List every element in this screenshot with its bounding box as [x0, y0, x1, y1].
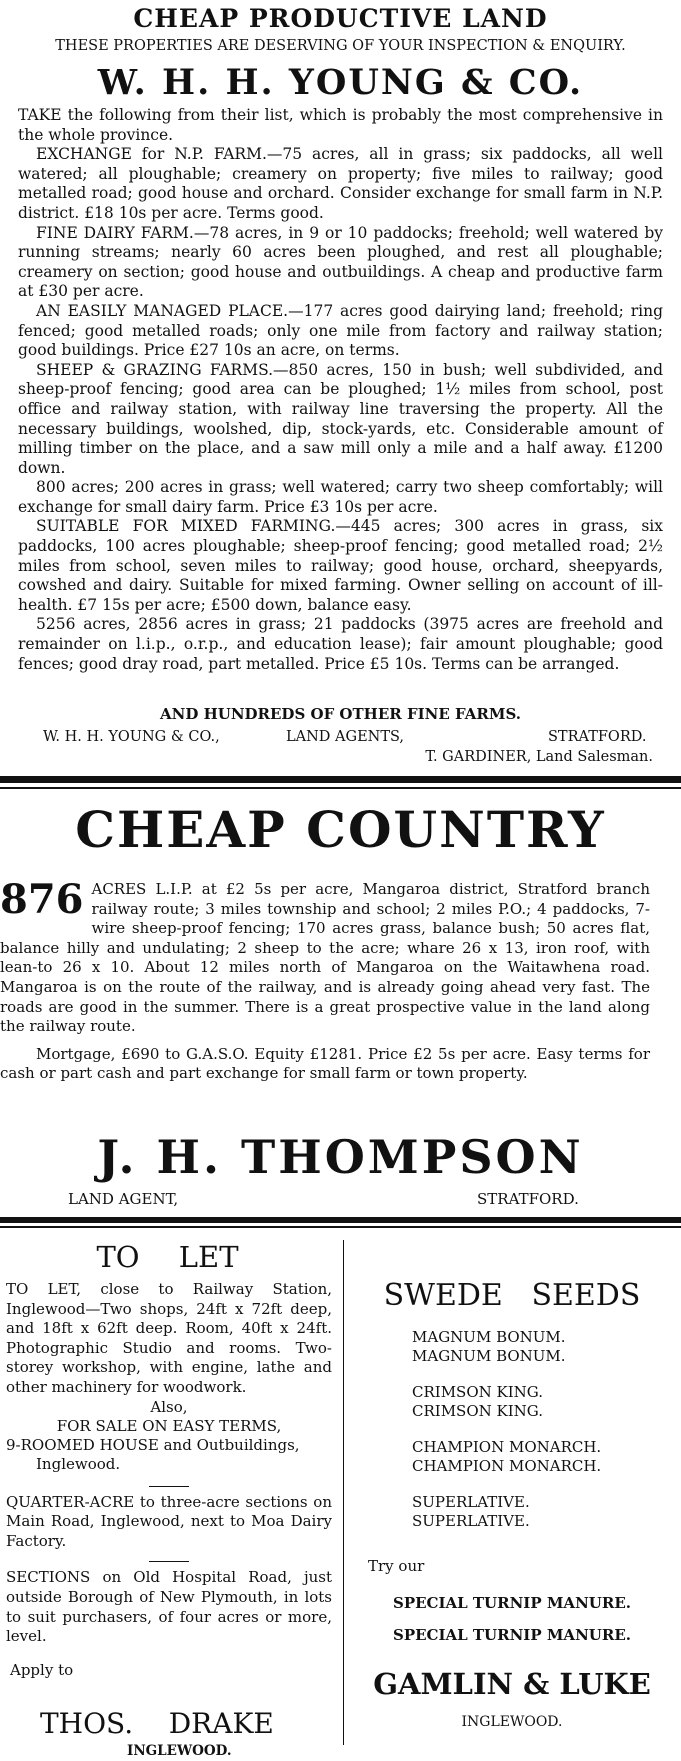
ad1-listing: AN EASILY MANAGED PLACE.—177 acres good dairying land; freehold; ring fenced; good metalled roads; only one mile from factory and railway station; good buildings. Price £27 10s an acre, on terms.	[18, 301, 663, 360]
ad1-listing: FINE DAIRY FARM.—78 acres, in 9 or 10 paddocks; freehold; well watered by running streams; nearly 60 acres been ploughed, and rest all ploughable; creamery on section; good house and outbuildings. A cheap and productive farm at £30 per acre.	[18, 223, 663, 301]
ad2-body1: ACRES L.I.P. at £2 5s per acre, Mangaroa district, Stratford branch railway route; 3 miles township and school; 2 miles P.O.; 4 paddocks, 7-wire sheep-proof fencing; 170 acres grass, balance bush; 50 acres flat, balance hilly and undulating; 2 sheep to the acre; whare 26 x 13, iron roof, with lean-to 26 x 10. About 12 miles north of Mangaroa on the Waitawhena road. Mangaroa is on the route of the railway, and is already going ahead very fast. The roads are good in the summer. There is a great prospective value in the land along the railway route.	[0, 880, 650, 1036]
seed-item: CRIMSON KING.	[412, 1383, 543, 1401]
ad1-salesman: T. GARDINER, Land Salesman.	[425, 749, 653, 765]
short-rule	[149, 1486, 189, 1487]
ad3-sale-line2: 9-ROOMED HOUSE and Outbuildings,	[6, 1435, 300, 1454]
ad3-also: Also,	[150, 1397, 188, 1416]
ad3-sale-line1: FOR SALE ON EASY TERMS,	[56, 1416, 282, 1435]
ad4-manure2: SPECIAL TURNIP MANURE.	[392, 1626, 631, 1644]
ad3-p2: QUARTER-ACRE to three-acre sections on Main Road, Inglewood, next to Moa Dairy Factory.	[6, 1492, 332, 1550]
ad1-footer-left: W. H. H. YOUNG & CO.,	[43, 729, 220, 745]
ad3-name: THOS. DRAKE	[40, 1707, 274, 1740]
seed-item: MAGNUM BONUM.	[412, 1328, 566, 1346]
ad2-body-text	[0, 876, 650, 1037]
seed-item: SUPERLATIVE.	[412, 1493, 530, 1511]
ad1-listing: SUITABLE FOR MIXED FARMING.—445 acres; 300 acres in grass, six paddocks, 100 acres ploughable; sheep-proof fencing; good metalled road; 2½ miles from school, seven miles to railway; good house, orchard, sheepyards, cowshed and dairy. Suitable for mixed farming. Owner selling on account of ill-health. £7 15s per acre; £500 down, balance easy.	[18, 517, 663, 614]
seed-item: CHAMPION MONARCH.	[412, 1457, 602, 1475]
ad4-manure1: SPECIAL TURNIP MANURE.	[392, 1594, 631, 1612]
ad3-town: INGLEWOOD.	[127, 1743, 232, 1759]
divider	[0, 1226, 681, 1228]
seed-item: CHAMPION MONARCH.	[412, 1438, 602, 1456]
ad2-agent-town: STRATFORD.	[477, 1190, 579, 1208]
ad1-listing: 5256 acres, 2856 acres in grass; 21 paddocks (3975 acres are freehold and remainder on l.i.p., o.r.p., and education lease); fair amount ploughable; good fences; good dray road, part metalled. Price £5 10s. Terms can be arranged.	[18, 615, 663, 673]
seed-item: MAGNUM BONUM.	[412, 1347, 566, 1365]
ad1-intro: TAKE the following from their list, which is probably the most comprehensive in the whole province.	[18, 106, 663, 144]
ad1-closing: AND HUNDREDS OF OTHER FINE FARMS.	[159, 705, 521, 723]
ad2-agent: J. H. THOMPSON	[97, 1130, 584, 1184]
divider	[0, 776, 681, 783]
ad1-listing: 800 acres; 200 acres in grass; well watered; carry two sheep comfortably; will exchange for small dairy farm. Price £3 10s per acre.	[18, 478, 663, 516]
ad1-listing: EXCHANGE for N.P. FARM.—75 acres, all in grass; six paddocks, all well watered; all ploughable; creamery on property; five miles to railway; good metalled road; good house and orchard. Consider exchange for small farm in N.P. district. £18 10s per acre. Terms good.	[18, 145, 663, 222]
ad4-seed-list	[412, 1328, 601, 1531]
divider	[0, 787, 681, 789]
ad1-footer-mid: LAND AGENTS,	[286, 729, 405, 745]
ad2-headline: CHEAP COUNTRY	[75, 800, 606, 859]
seed-item: SUPERLATIVE.	[412, 1512, 530, 1530]
ad4-firm: GAMLIN & LUKE	[373, 1667, 651, 1701]
ad1-company: W. H. H. YOUNG & CO.	[97, 62, 584, 103]
ad1-subheadline: THESE PROPERTIES ARE DESERVING OF YOUR INSPECTION & ENQUIRY.	[55, 38, 626, 54]
ad3-apply: Apply to	[10, 1660, 74, 1679]
ad2-body2: Mortgage, £690 to G.A.S.O. Equity £1281. Price £2 5s per acre. Easy terms for cash or part cash and part exchange for small farm or town property.	[0, 1044, 650, 1083]
ad3-sale-line3: Inglewood.	[36, 1454, 121, 1473]
column-divider	[343, 1240, 344, 1745]
ad1-headline: CHEAP PRODUCTIVE LAND	[133, 4, 548, 33]
short-rule	[149, 1561, 189, 1562]
ad1-listing: SHEEP & GRAZING FARMS.—850 acres, 150 in bush; well subdivided, and sheep-proof fencing; good area can be ploughed; 1½ miles from school, post office and railway station, with railway line traversing the property. All the necessary buildings, woolshed, dip, stock-yards, etc. Considerable amount of milling timber on the place, and a saw mill only a mile and a half away. £1200 down.	[18, 360, 663, 477]
ad2-lead-number: 876	[0, 876, 84, 923]
seed-item: CRIMSON KING.	[412, 1402, 543, 1420]
ad4-try: Try our	[368, 1557, 425, 1575]
ad1-body	[18, 106, 663, 674]
ad2-agent-title: LAND AGENT,	[68, 1190, 179, 1208]
ad3-p3: SECTIONS on Old Hospital Road, just outside Borough of New Plymouth, in lots to suit purchasers, of four acres or more, level.	[6, 1568, 332, 1646]
ad3-headline: TO LET	[96, 1240, 239, 1274]
ad1-footer-right: STRATFORD.	[548, 729, 647, 745]
ad2-body	[0, 876, 650, 1084]
ad4-headline: SWEDE SEEDS	[383, 1278, 641, 1313]
divider	[0, 1217, 681, 1223]
ad4-town: INGLEWOOD.	[461, 1714, 563, 1730]
ad3-p1: TO LET, close to Railway Station, Inglewood—Two shops, 24ft x 72ft deep, and 18ft x 62ft deep. Room, 40ft x 24ft. Photographic Studio and rooms. Two-storey workshop, with engine, lathe and other machinery for woodwork.	[6, 1280, 332, 1396]
ad3-body	[6, 1280, 332, 1679]
